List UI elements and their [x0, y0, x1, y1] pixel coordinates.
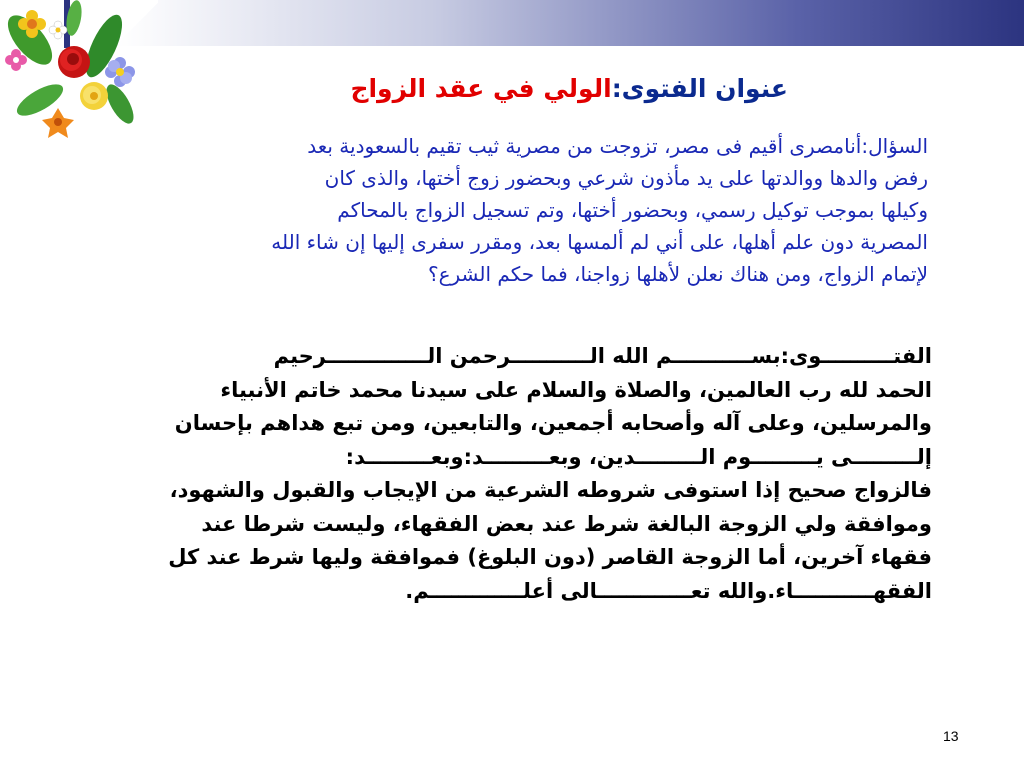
answer-line: الفتــــــــــوى:بســـــــــــم الله الـــــــــــرحمن الــــــــــــــرحيم	[273, 344, 932, 368]
header-gradient-band	[118, 0, 1024, 46]
answer-line: فقهاء آخرين، أما الزوجة القاصر (دون البلوغ) فموافقة وليها شرط عند كل	[168, 545, 932, 569]
fatwa-title	[350, 74, 788, 103]
question-line: لإتمام الزواج، ومن هناك نعلن لأهلها زواجنا، فما حكم الشرع؟	[427, 262, 928, 286]
title-topic: الولي في عقد الزواج	[350, 74, 612, 103]
answer-line: الفقهـــــــــــاء.والله تعـــــــــــــالى أعلـــــــــــــم.	[405, 578, 932, 603]
flower-bouquet-decoration	[0, 0, 150, 140]
question-line: وكيلها بموجب توكيل رسمي، وبحضور أختها، وتم تسجيل الزواج بالمحاكم	[337, 198, 928, 222]
slide-number: 13	[943, 728, 959, 744]
question-line: السؤال:أنامصرى أقيم فى مصر، تزوجت من مصرية ثيب تقيم بالسعودية بعد	[307, 134, 928, 158]
question-line: رفض والدها ووالدتها على يد مأذون شرعي وبحضور زوج أختها، والذى كان	[324, 166, 928, 190]
answer-paragraph	[80, 340, 932, 608]
answer-line: وموافقة ولي الزوجة البالغة شرط عند بعض الفقهاء، وليست شرطا عند	[201, 511, 932, 536]
answer-line: فالزواج صحيح إذا استوفى شروطه الشرعية من الإيجاب والقبول والشهود،	[169, 478, 932, 502]
answer-line: الحمد لله رب العالمين، والصلاة والسلام على سيدنا محمد خاتم الأنبياء	[220, 377, 932, 402]
answer-line: إلـــــــــى يـــــــــوم الـــــــــدين، وبعـــــــــد:وبعـــــــــد:	[345, 444, 932, 469]
answer-line: والمرسلين، وعلى آله وأصحابه أجمعين، والتابعين، ومن تبع هداهم بإحسان	[174, 411, 932, 435]
question-paragraph	[60, 130, 928, 290]
question-line: المصرية دون علم أهلها، على أني لم ألمسها بعد، ومقرر سفرى إليها إن شاء الله	[271, 230, 928, 254]
title-label: عنوان الفتوى:	[611, 74, 788, 103]
